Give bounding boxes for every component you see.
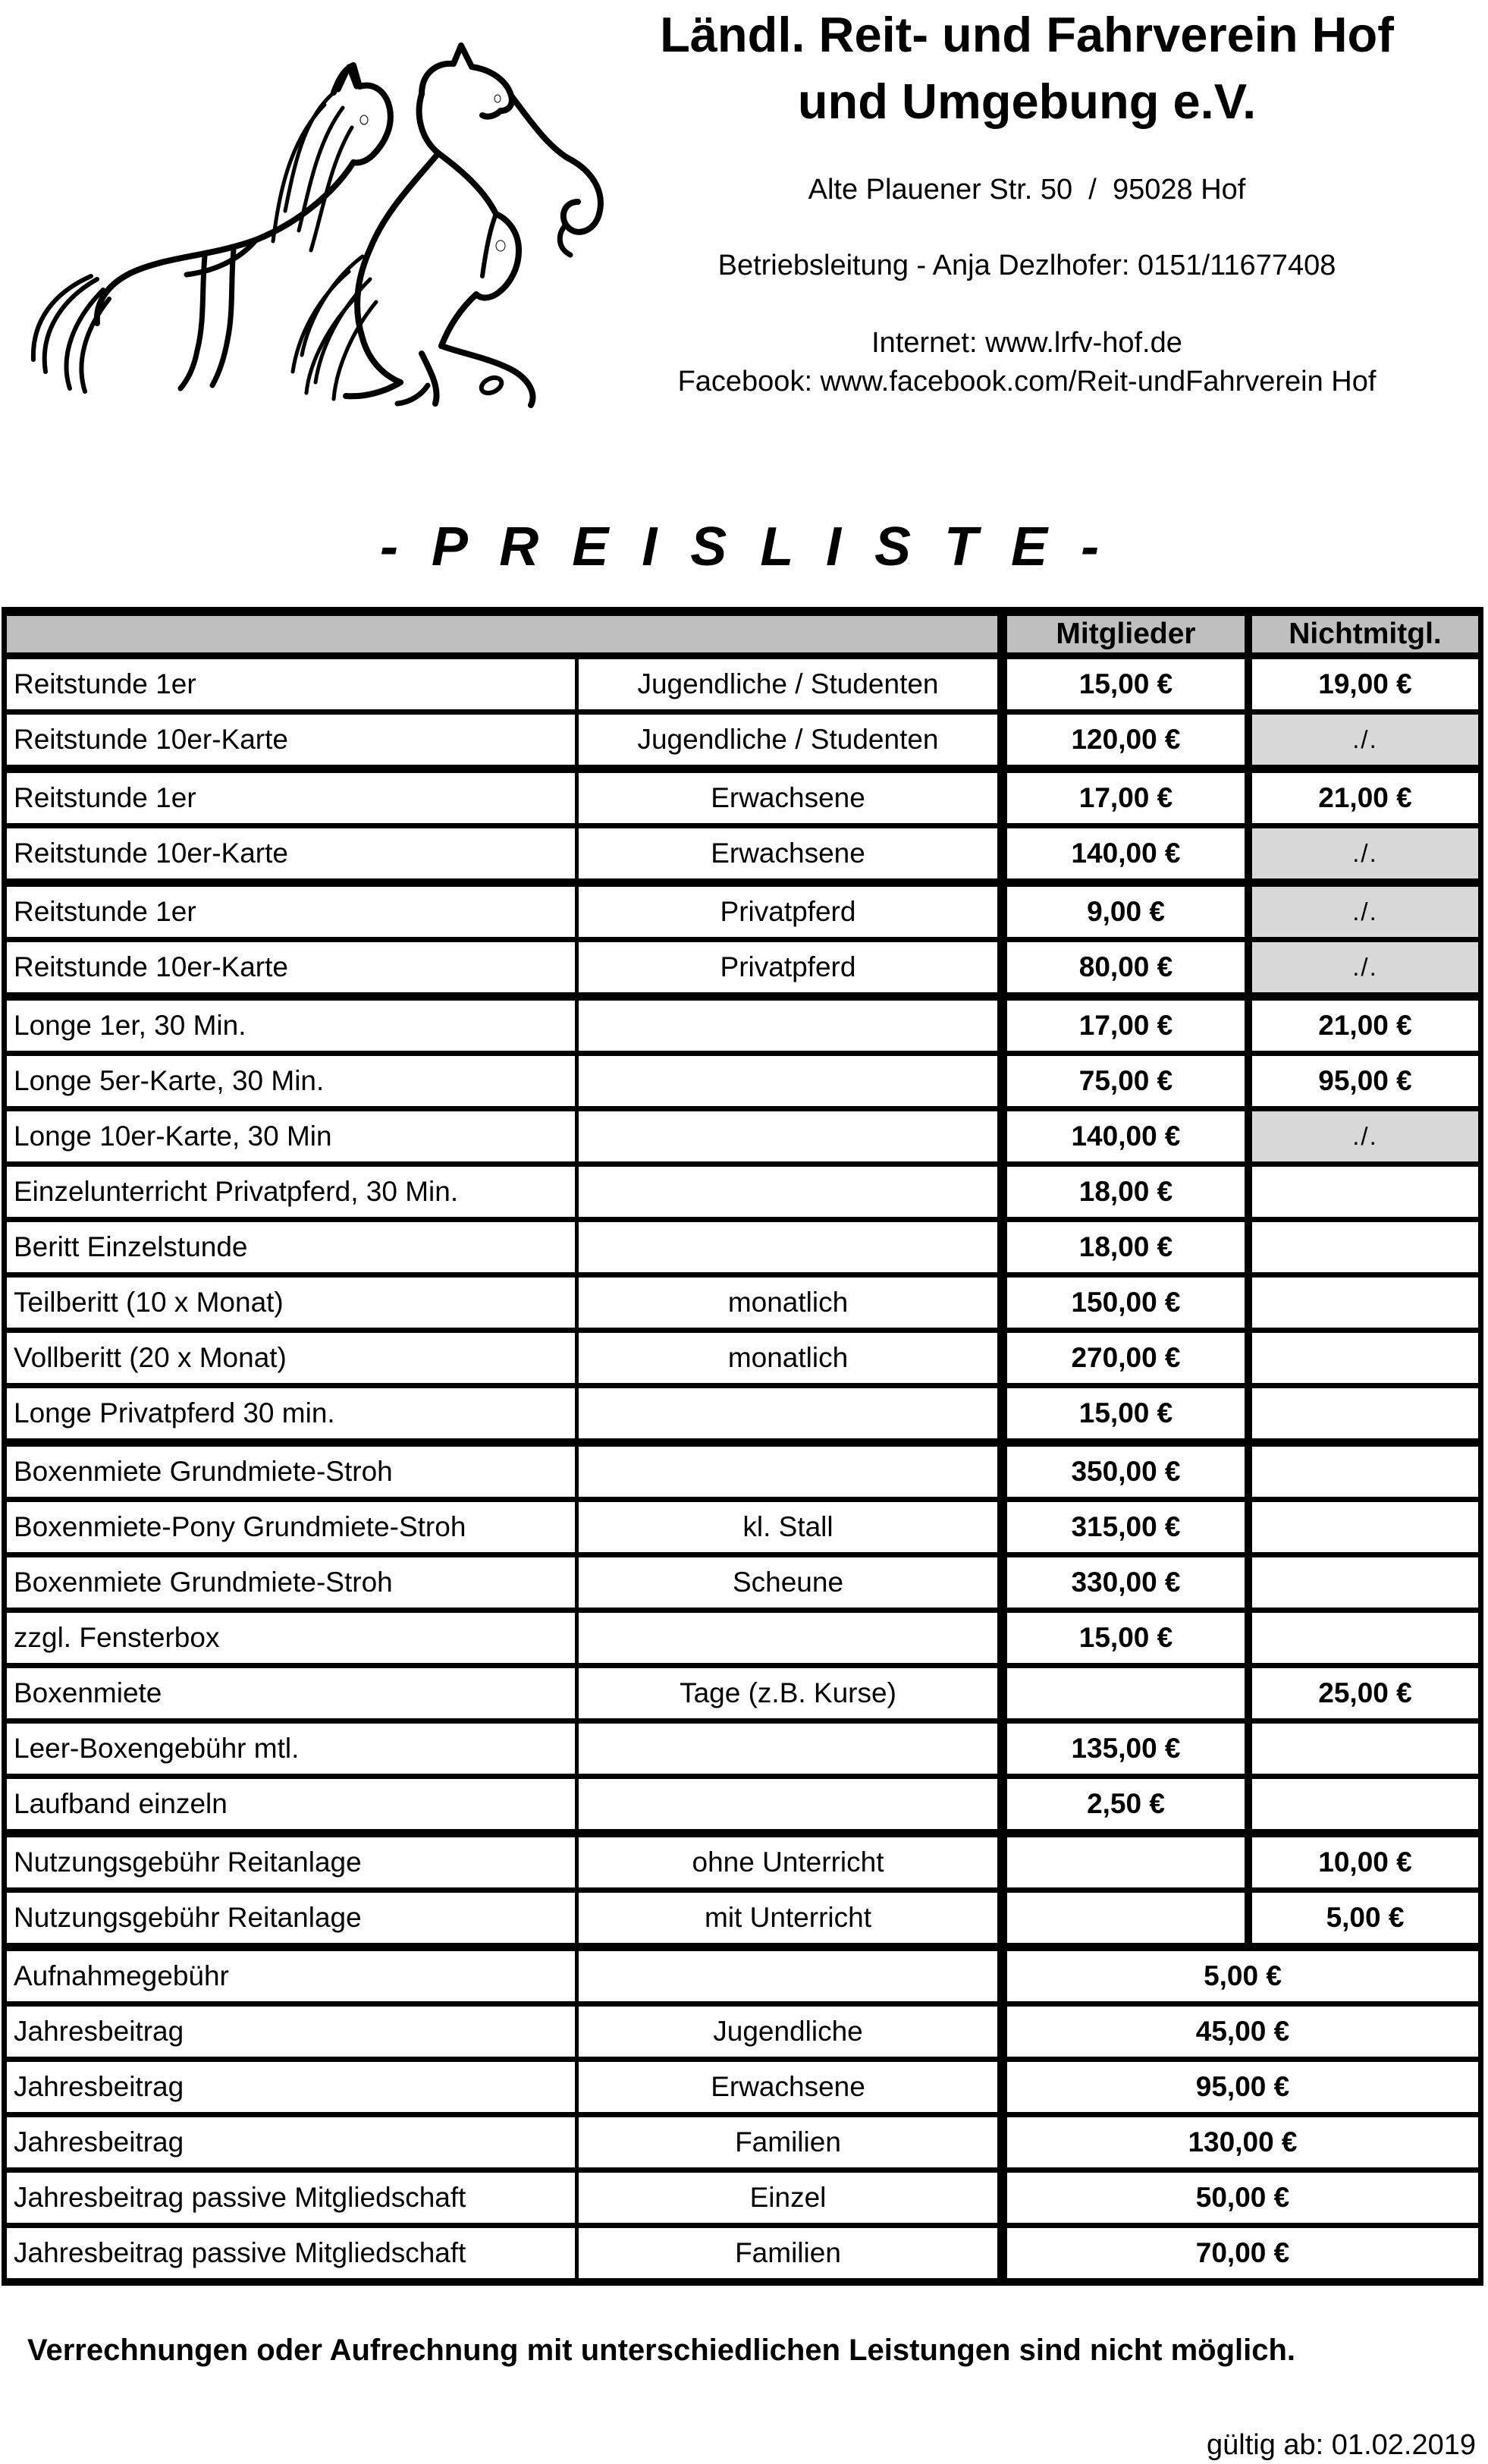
price-table-row [7,1161,1478,1217]
item-cell: zzgl. Fensterbox [14,1622,220,1653]
category-cell: ohne Unterricht [575,1837,997,1887]
members-price-cell: 135,00 € [997,1724,1245,1774]
price-table-row [7,1497,1478,1552]
item-cell: Longe Privatpferd 30 min. [14,1397,335,1428]
category-cell [575,1613,997,1663]
price-table-row [7,765,1478,823]
nonmembers-price-cell [1245,1557,1478,1608]
members-price-cell [997,1668,1245,1718]
price-table-row [7,1663,1478,1718]
category-cell: Erwachsene [575,773,997,823]
price-table-body [7,659,1478,2278]
nonmembers-price-cell: 10,00 € [1245,1837,1478,1887]
category-cell [575,1001,997,1051]
price-table-row [7,1943,1478,2001]
merged-price-cell: 5,00 € [997,1951,1478,2001]
price-table-row [7,709,1478,765]
item-cell: Jahresbeitrag passive Mitgliedschaft [14,2237,466,2268]
members-price-cell: 140,00 € [997,1111,1245,1161]
item-cell: Beritt Einzelstunde [14,1231,248,1262]
item-cell: Reitstunde 1er [14,896,196,927]
price-table-row [7,823,1478,878]
item-cell: Longe 10er-Karte, 30 Min [14,1120,332,1152]
nonmembers-price-cell [1245,1779,1478,1829]
club-name-line2: und Umgebung e.V. [797,74,1257,130]
header-cell-members: Mitglieder [997,616,1245,652]
merged-price-cell: 70,00 € [997,2228,1478,2278]
price-table-row [7,1383,1478,1438]
item-cell: Reitstunde 1er [14,668,196,699]
item-cell: Boxenmiete [14,1677,162,1708]
nonmembers-price-cell [1245,1167,1478,1217]
price-table-row [7,2223,1478,2278]
members-price-cell: 140,00 € [997,828,1245,878]
price-table-row [7,878,1478,937]
club-facebook: Facebook: www.facebook.com/Reit-undFahrverein Hof [677,365,1377,398]
item-cell: Jahresbeitrag [14,2126,184,2158]
category-cell [575,1167,997,1217]
price-table-row [7,1552,1478,1608]
item-cell: Teilberitt (10 x Monat) [14,1287,284,1318]
category-cell: Privatpferd [575,942,997,992]
members-price-cell: 17,00 € [997,1001,1245,1051]
category-cell [575,1056,997,1106]
club-address: Alte Plauener Str. 50 / 95028 Hof [808,173,1246,206]
item-cell: Jahresbeitrag [14,2016,184,2047]
item-cell: Jahresbeitrag passive Mitgliedschaft [14,2182,466,2213]
price-table-row [7,2167,1478,2223]
price-table-row [7,1051,1478,1106]
price-table-row [7,937,1478,992]
item-cell: Reitstunde 10er-Karte [14,951,288,982]
nonmembers-price-cell: ./. [1245,828,1478,878]
category-cell [575,1724,997,1774]
price-table-row [7,1438,1478,1497]
nonmembers-price-cell: 25,00 € [1245,1668,1478,1718]
price-table-row [7,1328,1478,1383]
item-cell: Boxenmiete Grundmiete-Stroh [14,1567,393,1598]
item-cell: Jahresbeitrag [14,2071,184,2102]
category-cell: Jugendliche / Studenten [575,659,997,709]
price-table-row [7,2112,1478,2167]
nonmembers-price-cell [1245,1724,1478,1774]
nonmembers-price-cell: 21,00 € [1245,773,1478,823]
price-table-row [7,659,1478,709]
price-table-row [7,2001,1478,2057]
members-price-cell [997,1837,1245,1887]
item-cell: Nutzungsgebühr Reitanlage [14,1846,362,1878]
club-header [575,9,1479,396]
price-list-title: - P R E I S L I S T E - [379,517,1109,577]
nonmembers-price-cell [1245,1447,1478,1497]
header-cell-empty [7,616,997,652]
item-cell: Reitstunde 1er [14,782,196,813]
nonmembers-price-cell: 19,00 € [1245,659,1478,709]
members-price-cell: 17,00 € [997,773,1245,823]
category-cell [575,1222,997,1272]
price-table-row [7,2057,1478,2112]
header-cell-nonmembers: Nichtmitgl. [1245,616,1478,652]
item-cell: Reitstunde 10er-Karte [14,724,288,755]
merged-price-cell: 45,00 € [997,2007,1478,2057]
members-price-cell: 2,50 € [997,1779,1245,1829]
club-internet: Internet: www.lrfv-hof.de [871,326,1182,359]
price-table-row [7,1217,1478,1272]
category-cell: Familien [575,2117,997,2167]
members-price-cell: 315,00 € [997,1502,1245,1552]
nonmembers-price-cell [1245,1333,1478,1383]
category-cell: monatlich [575,1278,997,1328]
category-cell [575,1447,997,1497]
category-cell: Familien [575,2228,997,2278]
item-cell: Boxenmiete Grundmiete-Stroh [14,1456,393,1487]
item-cell: Aufnahmegebühr [14,1960,229,1991]
nonmembers-price-cell: ./. [1245,1111,1478,1161]
category-cell: Jugendliche / Studenten [575,715,997,765]
members-price-cell: 75,00 € [997,1056,1245,1106]
two-horses-logo-icon [6,29,609,408]
members-price-cell [997,1893,1245,1943]
members-price-cell: 270,00 € [997,1333,1245,1383]
nonmembers-price-cell [1245,1278,1478,1328]
item-cell: Longe 1er, 30 Min. [14,1010,246,1041]
merged-price-cell: 50,00 € [997,2173,1478,2223]
footer-note: Verrechnungen oder Aufrechnung mit unterschiedlichen Leistungen sind nicht möglich. [27,2334,1296,2367]
nonmembers-price-cell: ./. [1245,715,1478,765]
price-table-row [7,1774,1478,1829]
members-price-cell: 350,00 € [997,1447,1245,1497]
item-cell: Reitstunde 10er-Karte [14,838,288,869]
merged-price-cell: 130,00 € [997,2117,1478,2167]
nonmembers-price-cell [1245,1222,1478,1272]
category-cell: Privatpferd [575,887,997,937]
category-cell: Tage (z.B. Kurse) [575,1668,997,1718]
members-price-cell: 120,00 € [997,715,1245,765]
category-cell [575,1388,997,1438]
club-name-line1: Ländl. Reit- und Fahrverein Hof [660,7,1394,62]
members-price-cell: 15,00 € [997,1613,1245,1663]
category-cell: Einzel [575,2173,997,2223]
members-price-cell: 150,00 € [997,1278,1245,1328]
category-cell: Erwachsene [575,828,997,878]
price-table-row [7,1608,1478,1663]
members-price-cell: 330,00 € [997,1557,1245,1608]
price-table-row [7,992,1478,1051]
nonmembers-price-cell [1245,1502,1478,1552]
category-cell: monatlich [575,1333,997,1383]
category-cell [575,1951,997,2001]
members-price-cell: 15,00 € [997,1388,1245,1438]
price-table [2,607,1483,2286]
category-cell: kl. Stall [575,1502,997,1552]
nonmembers-price-cell: 5,00 € [1245,1893,1478,1943]
price-table-row [7,1106,1478,1161]
club-management: Betriebsleitung - Anja Dezlhofer: 0151/11677408 [717,249,1336,281]
item-cell: Vollberitt (20 x Monat) [14,1342,287,1373]
category-cell: Scheune [575,1557,997,1608]
members-price-cell: 9,00 € [997,887,1245,937]
members-price-cell: 18,00 € [997,1222,1245,1272]
nonmembers-price-cell: ./. [1245,887,1478,937]
item-cell: Laufband einzeln [14,1788,228,1819]
category-cell: mit Unterricht [575,1893,997,1943]
nonmembers-price-cell: 21,00 € [1245,1001,1478,1051]
nonmembers-price-cell [1245,1388,1478,1438]
nonmembers-price-cell: ./. [1245,942,1478,992]
item-cell: Nutzungsgebühr Reitanlage [14,1902,362,1933]
nonmembers-price-cell [1245,1613,1478,1663]
category-cell: Jugendliche [575,2007,997,2057]
price-table-row [7,1272,1478,1328]
members-price-cell: 80,00 € [997,942,1245,992]
members-price-cell: 18,00 € [997,1167,1245,1217]
category-cell: Erwachsene [575,2062,997,2112]
category-cell [575,1111,997,1161]
item-cell: Leer-Boxengebühr mtl. [14,1733,300,1764]
members-price-cell: 15,00 € [997,659,1245,709]
merged-price-cell: 95,00 € [997,2062,1478,2112]
nonmembers-price-cell: 95,00 € [1245,1056,1478,1106]
price-table-row [7,1829,1478,1887]
item-cell: Longe 5er-Karte, 30 Min. [14,1065,325,1096]
price-table-header-row [7,616,1478,659]
category-cell [575,1779,997,1829]
item-cell: Boxenmiete-Pony Grundmiete-Stroh [14,1511,466,1542]
valid-from-date: gültig ab: 01.02.2019 [1207,2429,1476,2461]
item-cell: Einzelunterricht Privatpferd, 30 Min. [14,1176,459,1207]
price-table-row [7,1887,1478,1943]
price-table-row [7,1718,1478,1774]
